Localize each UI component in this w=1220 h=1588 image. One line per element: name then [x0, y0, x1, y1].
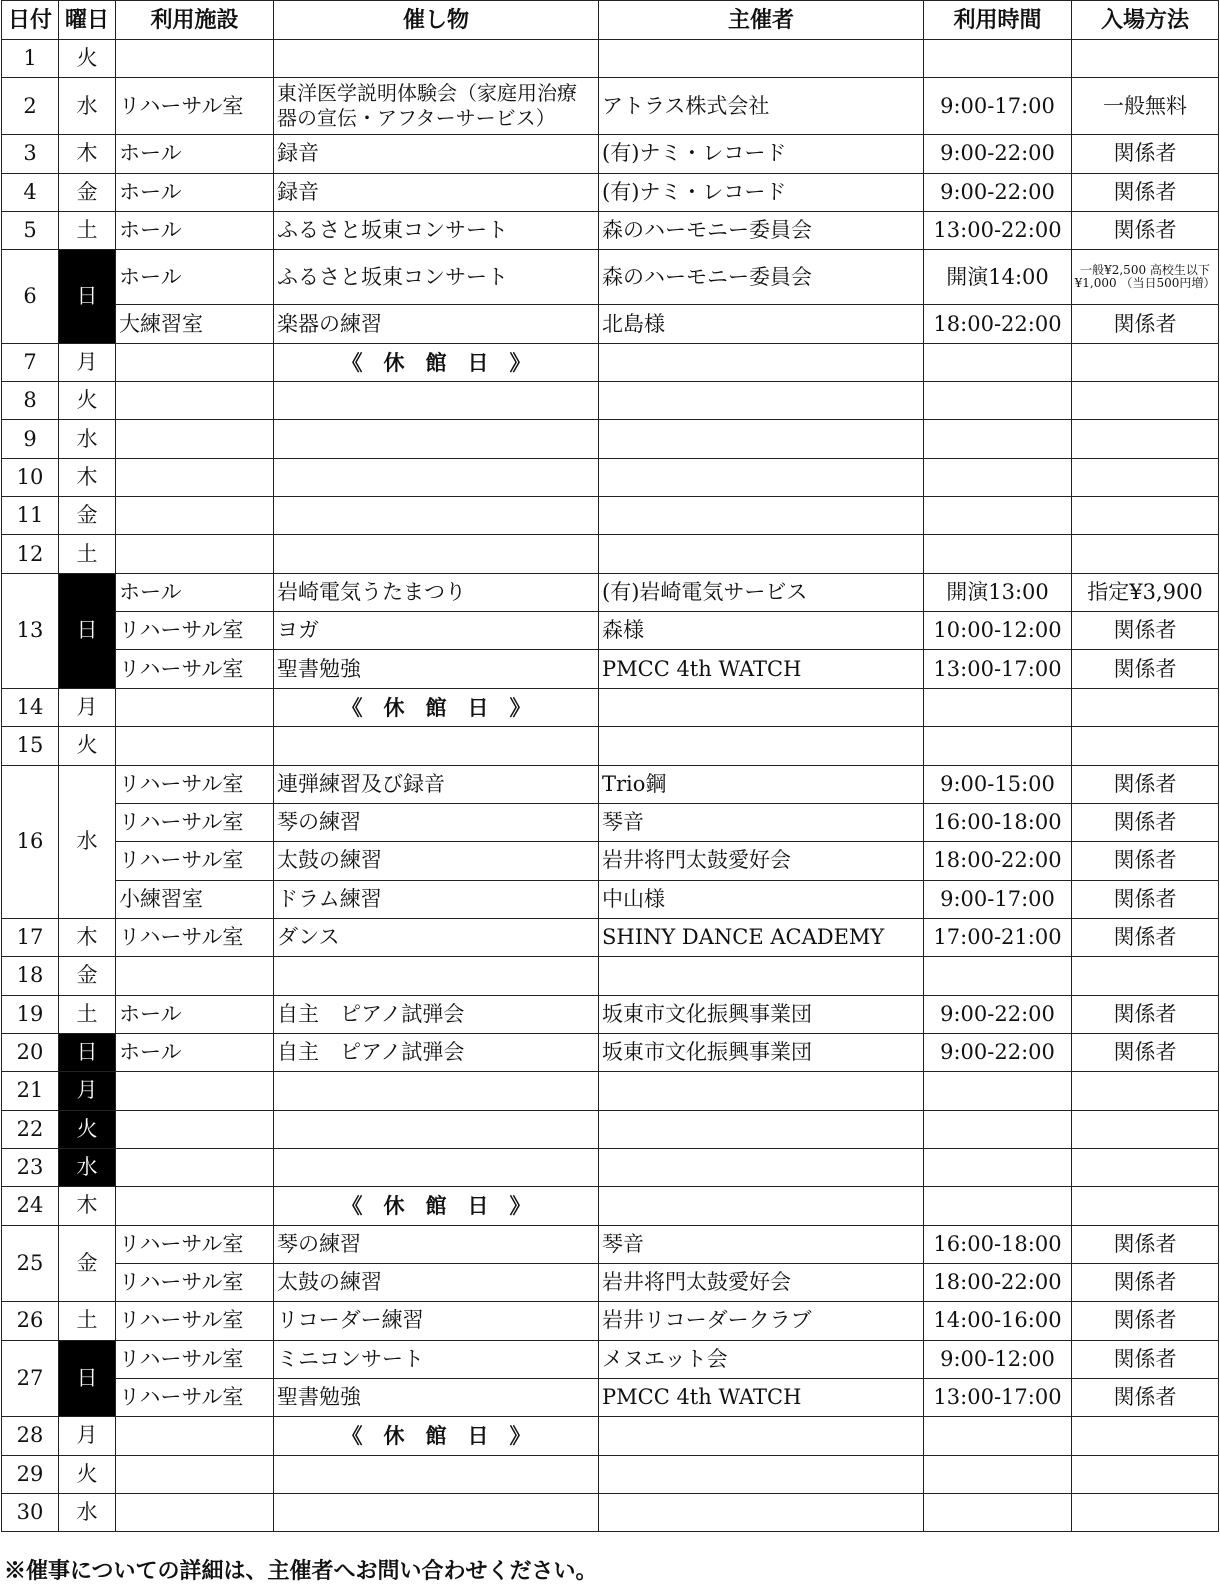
organizer-cell: 坂東市文化振興事業団: [599, 1033, 924, 1071]
organizer-cell: 岩井将門太鼓愛好会: [599, 1263, 924, 1301]
time-cell: [924, 40, 1072, 78]
admission-cell: [1072, 1187, 1219, 1225]
admission-cell: [1072, 497, 1219, 535]
organizer-cell: [599, 1455, 924, 1493]
table-row: [2, 573, 1219, 611]
organizer-cell: 岩井リコーダークラブ: [599, 1302, 924, 1340]
event-cell: 琴の練習: [274, 803, 599, 841]
date-cell: 29: [2, 1455, 59, 1493]
weekday-cell: 土: [59, 535, 116, 573]
event-cell: 岩崎電気うたまつり: [274, 573, 599, 611]
facility-cell: [116, 458, 274, 496]
organizer-cell: [599, 1417, 924, 1455]
table-row: [2, 497, 1219, 535]
organizer-cell: [599, 957, 924, 995]
facility-cell: リハーサル室: [116, 765, 274, 803]
date-cell: 17: [2, 918, 59, 956]
event-cell: 聖書勉強: [274, 650, 599, 688]
table-row: [2, 650, 1219, 688]
time-cell: 13:00-17:00: [924, 650, 1072, 688]
admission-cell: [1072, 382, 1219, 420]
table-row: [2, 1225, 1219, 1263]
organizer-cell: 岩井将門太鼓愛好会: [599, 842, 924, 880]
organizer-cell: [599, 382, 924, 420]
admission-cell: 関係者: [1072, 1225, 1219, 1263]
admission-cell: 関係者: [1072, 650, 1219, 688]
event-cell: 自主 ピアノ試弾会: [274, 995, 599, 1033]
admission-cell: 関係者: [1072, 1340, 1219, 1378]
header-time: 利用時間: [924, 1, 1072, 40]
table-row: [2, 918, 1219, 956]
event-cell: ふるさと坂東コンサート: [274, 212, 599, 250]
time-cell: 16:00-18:00: [924, 803, 1072, 841]
weekday-cell: 水: [59, 1148, 116, 1186]
organizer-cell: [599, 1148, 924, 1186]
table-row: [2, 727, 1219, 765]
table-row: [2, 957, 1219, 995]
event-cell: 太鼓の練習: [274, 1263, 599, 1301]
table-row: [2, 1302, 1219, 1340]
weekday-cell: 金: [59, 957, 116, 995]
table-row: [2, 212, 1219, 250]
time-cell: [924, 1072, 1072, 1110]
facility-cell: ホール: [116, 995, 274, 1033]
facility-cell: リハーサル室: [116, 612, 274, 650]
facility-cell: ホール: [116, 1033, 274, 1071]
organizer-cell: [599, 458, 924, 496]
event-cell: [274, 1110, 599, 1148]
date-cell: 2: [2, 78, 59, 135]
date-cell: 28: [2, 1417, 59, 1455]
facility-cell: [116, 957, 274, 995]
date-cell: 19: [2, 995, 59, 1033]
date-cell: 24: [2, 1187, 59, 1225]
event-cell: ふるさと坂東コンサート: [274, 250, 599, 305]
admission-cell: 関係者: [1072, 1263, 1219, 1301]
organizer-cell: PMCC 4th WATCH: [599, 1379, 924, 1417]
date-cell: 30: [2, 1494, 59, 1532]
table-row: [2, 1455, 1219, 1493]
facility-cell: リハーサル室: [116, 650, 274, 688]
event-cell: [274, 420, 599, 458]
organizer-cell: [599, 1494, 924, 1532]
table-row: [2, 842, 1219, 880]
admission-cell: [1072, 957, 1219, 995]
organizer-cell: (有)ナミ・レコード: [599, 135, 924, 173]
schedule-body: [2, 40, 1219, 1532]
table-row: [2, 1340, 1219, 1378]
event-cell: [274, 40, 599, 78]
date-cell: 9: [2, 420, 59, 458]
weekday-cell: 月: [59, 343, 116, 381]
date-cell: 4: [2, 173, 59, 211]
table-row: [2, 995, 1219, 1033]
date-cell: 18: [2, 957, 59, 995]
time-cell: [924, 688, 1072, 726]
table-row: [2, 1033, 1219, 1071]
weekday-cell: 月: [59, 688, 116, 726]
closed-day-label: 《 休 館 日 》: [274, 1417, 599, 1455]
time-cell: 9:00-22:00: [924, 135, 1072, 173]
table-row: [2, 1417, 1219, 1455]
organizer-cell: [599, 420, 924, 458]
date-cell: 20: [2, 1033, 59, 1071]
header-event: 催し物: [274, 1, 599, 40]
table-row: [2, 1148, 1219, 1186]
time-cell: [924, 1417, 1072, 1455]
event-cell: [274, 535, 599, 573]
event-cell: [274, 1494, 599, 1532]
time-cell: 9:00-22:00: [924, 995, 1072, 1033]
weekday-cell: 火: [59, 1110, 116, 1148]
schedule-table: [1, 0, 1219, 1532]
time-cell: [924, 1110, 1072, 1148]
event-cell: 東洋医学説明体験会（家庭用治療器の宣伝・アフターサービス）: [274, 78, 599, 135]
table-row: [2, 880, 1219, 918]
time-cell: [924, 458, 1072, 496]
weekday-cell: 水: [59, 420, 116, 458]
weekday-cell: 木: [59, 918, 116, 956]
organizer-cell: [599, 688, 924, 726]
time-cell: 9:00-12:00: [924, 1340, 1072, 1378]
admission-cell: [1072, 688, 1219, 726]
header-organizer: 主催者: [599, 1, 924, 40]
event-cell: 太鼓の練習: [274, 842, 599, 880]
header-date: 日付: [2, 1, 59, 40]
weekday-cell: 月: [59, 1072, 116, 1110]
date-cell: 21: [2, 1072, 59, 1110]
event-cell: 聖書勉強: [274, 1379, 599, 1417]
event-cell: [274, 727, 599, 765]
organizer-cell: SHINY DANCE ACADEMY: [599, 918, 924, 956]
event-cell: 自主 ピアノ試弾会: [274, 1033, 599, 1071]
table-row: [2, 1110, 1219, 1148]
time-cell: [924, 497, 1072, 535]
admission-cell: [1072, 343, 1219, 381]
date-cell: 13: [2, 573, 59, 688]
admission-cell: [1072, 1494, 1219, 1532]
weekday-cell: 土: [59, 995, 116, 1033]
table-row: [2, 305, 1219, 343]
time-cell: 18:00-22:00: [924, 1263, 1072, 1301]
time-cell: 開演13:00: [924, 573, 1072, 611]
admission-cell: [1072, 458, 1219, 496]
admission-cell: [1072, 1455, 1219, 1493]
header-admission: 入場方法: [1072, 1, 1219, 40]
admission-cell: 関係者: [1072, 1033, 1219, 1071]
admission-cell: 関係者: [1072, 918, 1219, 956]
admission-cell: 関係者: [1072, 765, 1219, 803]
event-cell: [274, 957, 599, 995]
header-weekday: 曜日: [59, 1, 116, 40]
event-cell: [274, 458, 599, 496]
time-cell: 10:00-12:00: [924, 612, 1072, 650]
table-row: [2, 78, 1219, 135]
facility-cell: [116, 382, 274, 420]
date-cell: 6: [2, 250, 59, 343]
facility-cell: リハーサル室: [116, 1340, 274, 1378]
time-cell: [924, 535, 1072, 573]
weekday-cell: 木: [59, 458, 116, 496]
table-row: [2, 1494, 1219, 1532]
admission-cell: 関係者: [1072, 173, 1219, 211]
time-cell: 17:00-21:00: [924, 918, 1072, 956]
admission-cell: 関係者: [1072, 305, 1219, 343]
weekday-cell: 木: [59, 1187, 116, 1225]
weekday-cell: 日: [59, 1340, 116, 1417]
date-cell: 1: [2, 40, 59, 78]
organizer-cell: [599, 343, 924, 381]
time-cell: [924, 727, 1072, 765]
weekday-cell: 火: [59, 382, 116, 420]
facility-cell: ホール: [116, 573, 274, 611]
facility-cell: [116, 1148, 274, 1186]
weekday-cell: 火: [59, 727, 116, 765]
facility-cell: リハーサル室: [116, 1302, 274, 1340]
admission-cell: [1072, 535, 1219, 573]
time-cell: 18:00-22:00: [924, 305, 1072, 343]
organizer-cell: [599, 727, 924, 765]
date-cell: 22: [2, 1110, 59, 1148]
admission-cell: [1072, 727, 1219, 765]
date-cell: 25: [2, 1225, 59, 1302]
closed-day-label: 《 休 館 日 》: [274, 343, 599, 381]
header-facility: 利用施設: [116, 1, 274, 40]
weekday-cell: 水: [59, 1494, 116, 1532]
organizer-cell: (有)岩崎電気サービス: [599, 573, 924, 611]
date-cell: 11: [2, 497, 59, 535]
table-row: [2, 1263, 1219, 1301]
table-row: [2, 173, 1219, 211]
event-cell: 琴の練習: [274, 1225, 599, 1263]
footer-note: ※催事についての詳細は、主催者へお問い合わせください。: [4, 1558, 598, 1584]
admission-cell: 関係者: [1072, 880, 1219, 918]
facility-cell: ホール: [116, 135, 274, 173]
weekday-cell: 金: [59, 1225, 116, 1302]
facility-cell: リハーサル室: [116, 842, 274, 880]
facility-cell: [116, 1072, 274, 1110]
table-row: [2, 765, 1219, 803]
table-row: [2, 343, 1219, 381]
time-cell: [924, 382, 1072, 420]
time-cell: 13:00-22:00: [924, 212, 1072, 250]
admission-cell: 指定¥3,900: [1072, 573, 1219, 611]
weekday-cell: 日: [59, 573, 116, 688]
date-cell: 5: [2, 212, 59, 250]
facility-cell: [116, 727, 274, 765]
admission-cell: 一般¥2,500 高校生以下¥1,000 （当日500円増）: [1072, 250, 1219, 305]
date-cell: 12: [2, 535, 59, 573]
time-cell: [924, 420, 1072, 458]
table-row: [2, 250, 1219, 305]
time-cell: 9:00-15:00: [924, 765, 1072, 803]
facility-cell: [116, 1187, 274, 1225]
organizer-cell: 北島様: [599, 305, 924, 343]
admission-cell: 関係者: [1072, 1379, 1219, 1417]
organizer-cell: 中山様: [599, 880, 924, 918]
admission-cell: [1072, 1110, 1219, 1148]
date-cell: 23: [2, 1148, 59, 1186]
facility-cell: リハーサル室: [116, 78, 274, 135]
table-row: [2, 420, 1219, 458]
date-cell: 3: [2, 135, 59, 173]
date-cell: 26: [2, 1302, 59, 1340]
header-row: [2, 1, 1219, 40]
time-cell: [924, 343, 1072, 381]
weekday-cell: 水: [59, 78, 116, 135]
time-cell: 16:00-18:00: [924, 1225, 1072, 1263]
time-cell: 18:00-22:00: [924, 842, 1072, 880]
admission-cell: 一般無料: [1072, 78, 1219, 135]
organizer-cell: メヌエット会: [599, 1340, 924, 1378]
admission-cell: [1072, 420, 1219, 458]
admission-cell: 関係者: [1072, 212, 1219, 250]
time-cell: [924, 1187, 1072, 1225]
time-cell: 9:00-17:00: [924, 78, 1072, 135]
admission-cell: 関係者: [1072, 842, 1219, 880]
facility-cell: リハーサル室: [116, 918, 274, 956]
weekday-cell: 日: [59, 250, 116, 343]
time-cell: [924, 1494, 1072, 1532]
event-cell: [274, 382, 599, 420]
table-row: [2, 382, 1219, 420]
facility-cell: ホール: [116, 212, 274, 250]
time-cell: 開演14:00: [924, 250, 1072, 305]
weekday-cell: 火: [59, 1455, 116, 1493]
organizer-cell: [599, 535, 924, 573]
date-cell: 16: [2, 765, 59, 918]
time-cell: [924, 1148, 1072, 1186]
table-row: [2, 612, 1219, 650]
event-cell: ドラム練習: [274, 880, 599, 918]
facility-cell: リハーサル室: [116, 1379, 274, 1417]
event-cell: [274, 1148, 599, 1186]
date-cell: 10: [2, 458, 59, 496]
organizer-cell: [599, 1072, 924, 1110]
organizer-cell: 琴音: [599, 803, 924, 841]
weekday-cell: 月: [59, 1417, 116, 1455]
facility-cell: 小練習室: [116, 880, 274, 918]
facility-cell: [116, 1417, 274, 1455]
time-cell: 9:00-22:00: [924, 173, 1072, 211]
closed-day-label: 《 休 館 日 》: [274, 1187, 599, 1225]
time-cell: [924, 957, 1072, 995]
weekday-cell: 日: [59, 1033, 116, 1071]
facility-cell: [116, 40, 274, 78]
weekday-cell: 水: [59, 765, 116, 918]
facility-cell: [116, 535, 274, 573]
table-row: [2, 1072, 1219, 1110]
organizer-cell: 森のハーモニー委員会: [599, 250, 924, 305]
event-cell: リコーダー練習: [274, 1302, 599, 1340]
table-row: [2, 688, 1219, 726]
time-cell: [924, 1455, 1072, 1493]
weekday-cell: 土: [59, 1302, 116, 1340]
event-cell: ヨガ: [274, 612, 599, 650]
table-row: [2, 803, 1219, 841]
organizer-cell: [599, 497, 924, 535]
weekday-cell: 金: [59, 173, 116, 211]
table-row: [2, 535, 1219, 573]
facility-cell: [116, 497, 274, 535]
admission-cell: [1072, 1148, 1219, 1186]
organizer-cell: アトラス株式会社: [599, 78, 924, 135]
event-cell: [274, 1072, 599, 1110]
weekday-cell: 火: [59, 40, 116, 78]
date-cell: 15: [2, 727, 59, 765]
event-cell: 録音: [274, 173, 599, 211]
table-row: [2, 40, 1219, 78]
date-cell: 8: [2, 382, 59, 420]
organizer-cell: 森のハーモニー委員会: [599, 212, 924, 250]
event-cell: 録音: [274, 135, 599, 173]
admission-cell: [1072, 1417, 1219, 1455]
organizer-cell: 琴音: [599, 1225, 924, 1263]
facility-cell: [116, 688, 274, 726]
admission-cell: [1072, 40, 1219, 78]
organizer-cell: (有)ナミ・レコード: [599, 173, 924, 211]
facility-cell: ホール: [116, 250, 274, 305]
admission-cell: 関係者: [1072, 995, 1219, 1033]
admission-cell: 関係者: [1072, 1302, 1219, 1340]
date-cell: 7: [2, 343, 59, 381]
organizer-cell: [599, 1110, 924, 1148]
facility-cell: [116, 1494, 274, 1532]
closed-day-label: 《 休 館 日 》: [274, 688, 599, 726]
time-cell: 13:00-17:00: [924, 1379, 1072, 1417]
date-cell: 14: [2, 688, 59, 726]
facility-cell: [116, 1455, 274, 1493]
date-cell: 27: [2, 1340, 59, 1417]
weekday-cell: 土: [59, 212, 116, 250]
organizer-cell: 森様: [599, 612, 924, 650]
organizer-cell: [599, 40, 924, 78]
facility-cell: 大練習室: [116, 305, 274, 343]
table-row: [2, 458, 1219, 496]
admission-cell: 関係者: [1072, 803, 1219, 841]
organizer-cell: Trio鋼: [599, 765, 924, 803]
organizer-cell: 坂東市文化振興事業団: [599, 995, 924, 1033]
time-cell: 9:00-22:00: [924, 1033, 1072, 1071]
admission-cell: 関係者: [1072, 135, 1219, 173]
facility-cell: リハーサル室: [116, 803, 274, 841]
event-cell: [274, 497, 599, 535]
organizer-cell: [599, 1187, 924, 1225]
admission-cell: 関係者: [1072, 612, 1219, 650]
event-cell: 連弾練習及び録音: [274, 765, 599, 803]
facility-cell: ホール: [116, 173, 274, 211]
facility-cell: [116, 343, 274, 381]
weekday-cell: 金: [59, 497, 116, 535]
table-row: [2, 135, 1219, 173]
event-cell: ダンス: [274, 918, 599, 956]
facility-cell: [116, 420, 274, 458]
facility-cell: [116, 1110, 274, 1148]
event-cell: [274, 1455, 599, 1493]
organizer-cell: PMCC 4th WATCH: [599, 650, 924, 688]
table-row: [2, 1379, 1219, 1417]
time-cell: 14:00-16:00: [924, 1302, 1072, 1340]
event-cell: ミニコンサート: [274, 1340, 599, 1378]
facility-cell: リハーサル室: [116, 1263, 274, 1301]
facility-cell: リハーサル室: [116, 1225, 274, 1263]
table-row: [2, 1187, 1219, 1225]
admission-cell: [1072, 1072, 1219, 1110]
time-cell: 9:00-17:00: [924, 880, 1072, 918]
event-cell: 楽器の練習: [274, 305, 599, 343]
weekday-cell: 木: [59, 135, 116, 173]
